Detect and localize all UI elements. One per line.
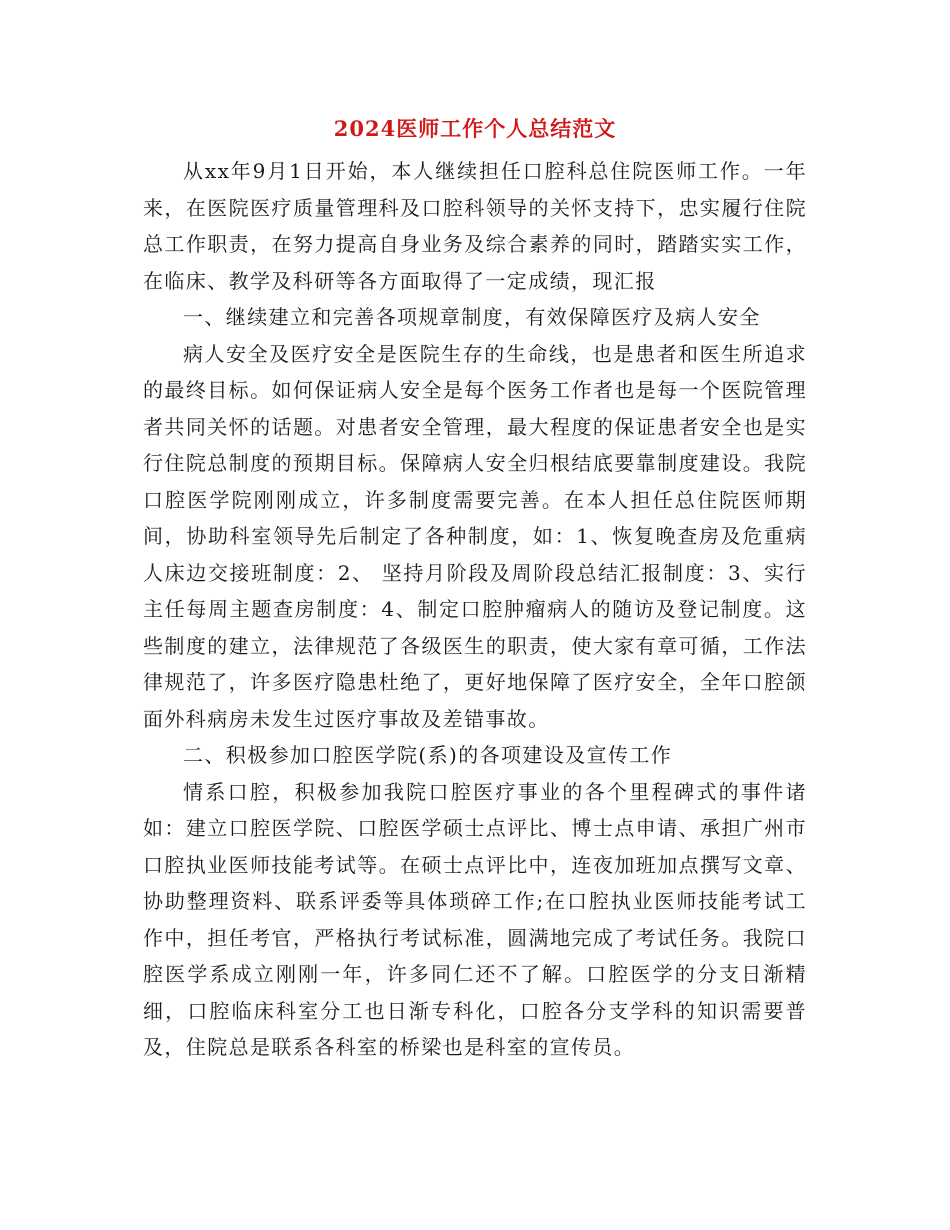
section-heading-1: 一、继续建立和完善各项规章制度，有效保障医疗及病人安全 bbox=[183, 305, 761, 329]
paragraph-intro: 从xx年9月1日开始，本人继续担任口腔科总住院医师工作。一年来，在医院医疗质量管理科及口腔科领导的关怀支持下，忠实履行住院总工作职责，在努力提高自身业务及综合素养的同时，踏踏实实工作，在临床、教学及科研等各方面取得了一定成绩，现汇报 bbox=[143, 159, 807, 293]
document-body bbox=[143, 153, 807, 1066]
section-heading-2: 二、积极参加口腔医学院(系)的各项建设及宣传工作 bbox=[183, 743, 673, 767]
paragraph-safety: 病人安全及医疗安全是医院生存的生命线，也是患者和医生所追求的最终目标。如何保证病人安全是每个医务工作者也是每一个医院管理者共同关怀的话题。对患者安全管理，最大程度的保证患者安全也是实行住院总制度的预期目标。保障病人安全归根结底要靠制度建设。我院口腔医学院刚刚成立，许多制度需要完善。在本人担任总住院医师期间，协助科室领导先后制定了各种制度，如：1、恢复晚查房及危重病人床边交接班制度：2、 坚持月阶段及周阶段总结汇报制度：3、实行主任每周主题查房制度：4、制定口腔肿瘤病人的随访及登记制度。这些制度的建立，法律规范了各级医生的职责，使大家有章可循，工作法律规范了，许多医疗隐患杜绝了，更好地保障了医疗安全，全年口腔颌面外科病房未发生过医疗事故及差错事故。 bbox=[143, 341, 807, 731]
document-title: 2024医师工作个人总结范文 bbox=[333, 116, 617, 141]
paragraph-promotion: 情系口腔，积极参加我院口腔医疗事业的各个里程碑式的事件诸如：建立口腔医学院、口腔医学硕士点评比、博士点申请、承担广州市口腔执业医师技能考试等。在硕士点评比中，连夜加班加点撰写文章、协助整理资料、联系评委等具体琐碎工作;在口腔执业医师技能考试工作中，担任考官，严格执行考试标准，圆满地完成了考试任务。我院口腔医学系成立刚刚一年，许多同仁还不了解。口腔医学的分支日渐精细，口腔临床科室分工也日渐专科化，口腔各分支学科的知识需要普及，住院总是联系各科室的桥梁也是科室的宣传员。 bbox=[143, 779, 807, 1059]
